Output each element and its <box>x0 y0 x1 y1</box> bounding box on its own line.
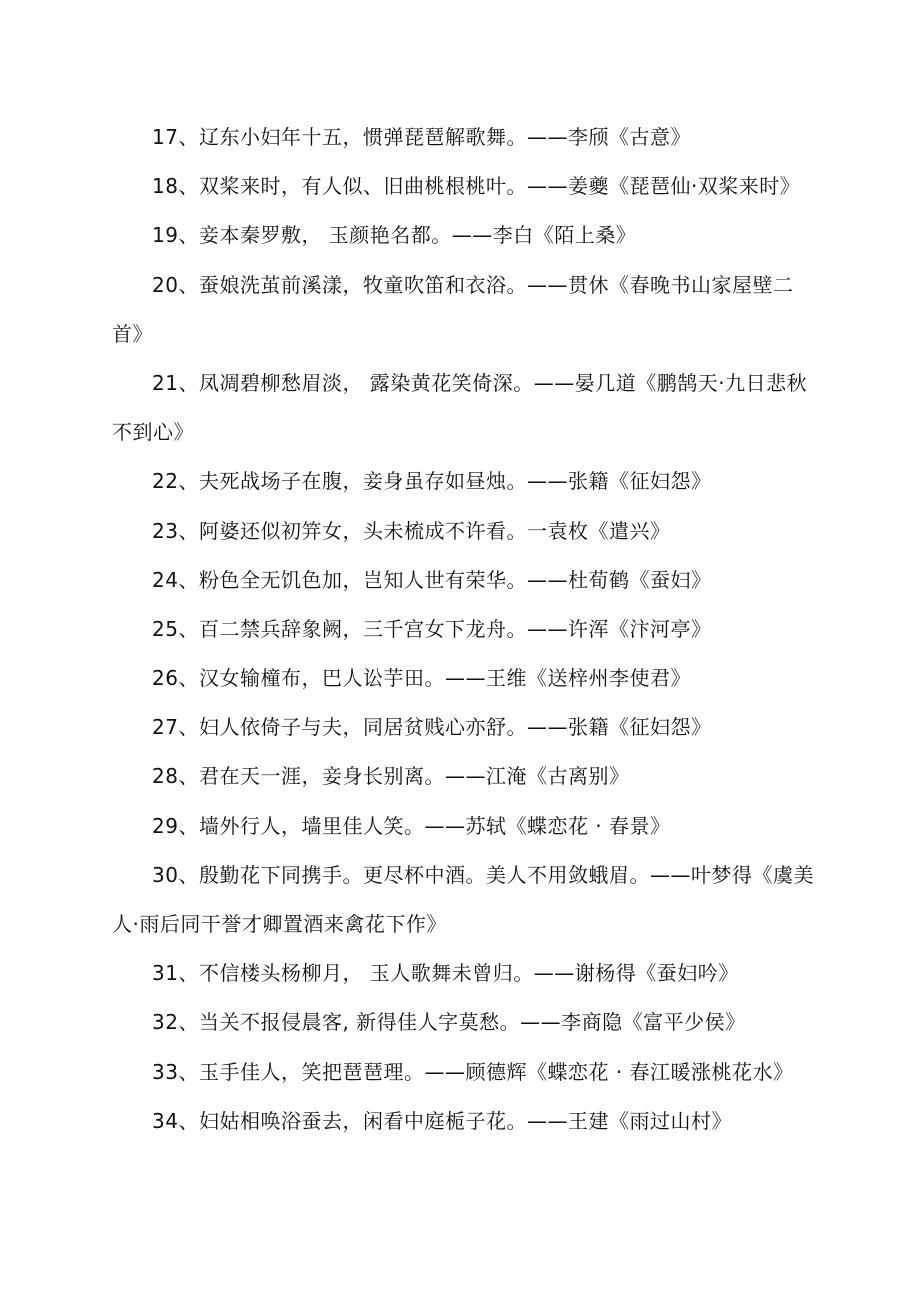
quote-line-continuation: 首》 <box>112 321 153 346</box>
quote-line: 28、君在天一涯，妾身长别离。——江淹《古离别》 <box>152 764 630 789</box>
quote-line: 30、殷勤花下同携手。更尽杯中酒。美人不用敛蛾眉。——叶梦得《虞美 <box>152 862 814 887</box>
quote-line: 27、妇人依倚子与夫，同居贫贱心亦舒。——张籍《征妇怨》 <box>152 715 712 740</box>
quote-line: 34、妇姑相唤浴蚕去，闲看中庭栀子花。——王建《雨过山村》 <box>152 1108 732 1133</box>
quote-line: 22、夫死战场子在腹，妾身虽存如昼烛。——张籍《征妇怨》 <box>152 469 712 494</box>
quote-line: 26、汉女输橦布，巴人讼芋田。——王维《送梓州李使君》 <box>152 666 691 691</box>
quote-line: 31、不信楼头杨柳月， 玉人歌舞未曾归。——谢杨得《蚕妇吟》 <box>152 961 739 986</box>
quote-line: 33、玉手佳人，笑把琶琶理。——顾德辉《蝶恋花 · 春江暖涨桃花水》 <box>152 1059 794 1084</box>
quote-line: 29、墙外行人，墙里佳人笑。——苏轼《蝶恋花 · 春景》 <box>152 813 671 838</box>
quote-line: 17、辽东小妇年十五，惯弹琵琶解歌舞。——李颀《古意》 <box>152 125 691 149</box>
quote-line: 18、双桨来时，有人似、旧曲桃根桃叶。——姜夔《琵琶仙·双桨来时》 <box>152 174 801 199</box>
quote-line-continuation: 不到心》 <box>112 420 194 445</box>
quote-line: 23、阿婆还似初笄女，头未梳成不许看。一袁枚《遣兴》 <box>152 518 671 543</box>
quote-line: 20、蚕娘洗茧前溪漾，牧童吹笛和衣浴。——贯休《春晚书山家屋壁二 <box>152 272 794 297</box>
quote-list <box>112 113 812 1146</box>
quote-line: 32、当关不报侵晨客, 新得佳人字莫愁。——李商隐《富平少侯》 <box>152 1010 746 1035</box>
quote-line: 21、凤凋碧柳愁眉淡， 露染黄花笑倚深。——晏几道《鹏鹄天·九日悲秋 <box>152 370 808 395</box>
quote-line: 25、百二禁兵辞象阙，三千宫女下龙舟。——许浑《汴河亭》 <box>152 616 712 641</box>
quote-line-continuation: 人·雨后同干誉才卿置酒来禽花下作》 <box>112 912 447 936</box>
quote-line: 24、粉色全无饥色加，岂知人世有荣华。——杜荀鹤《蚕妇》 <box>152 567 712 592</box>
quote-line: 19、妾本秦罗敷， 玉颜艳名都。——李白《陌上桑》 <box>152 223 637 248</box>
